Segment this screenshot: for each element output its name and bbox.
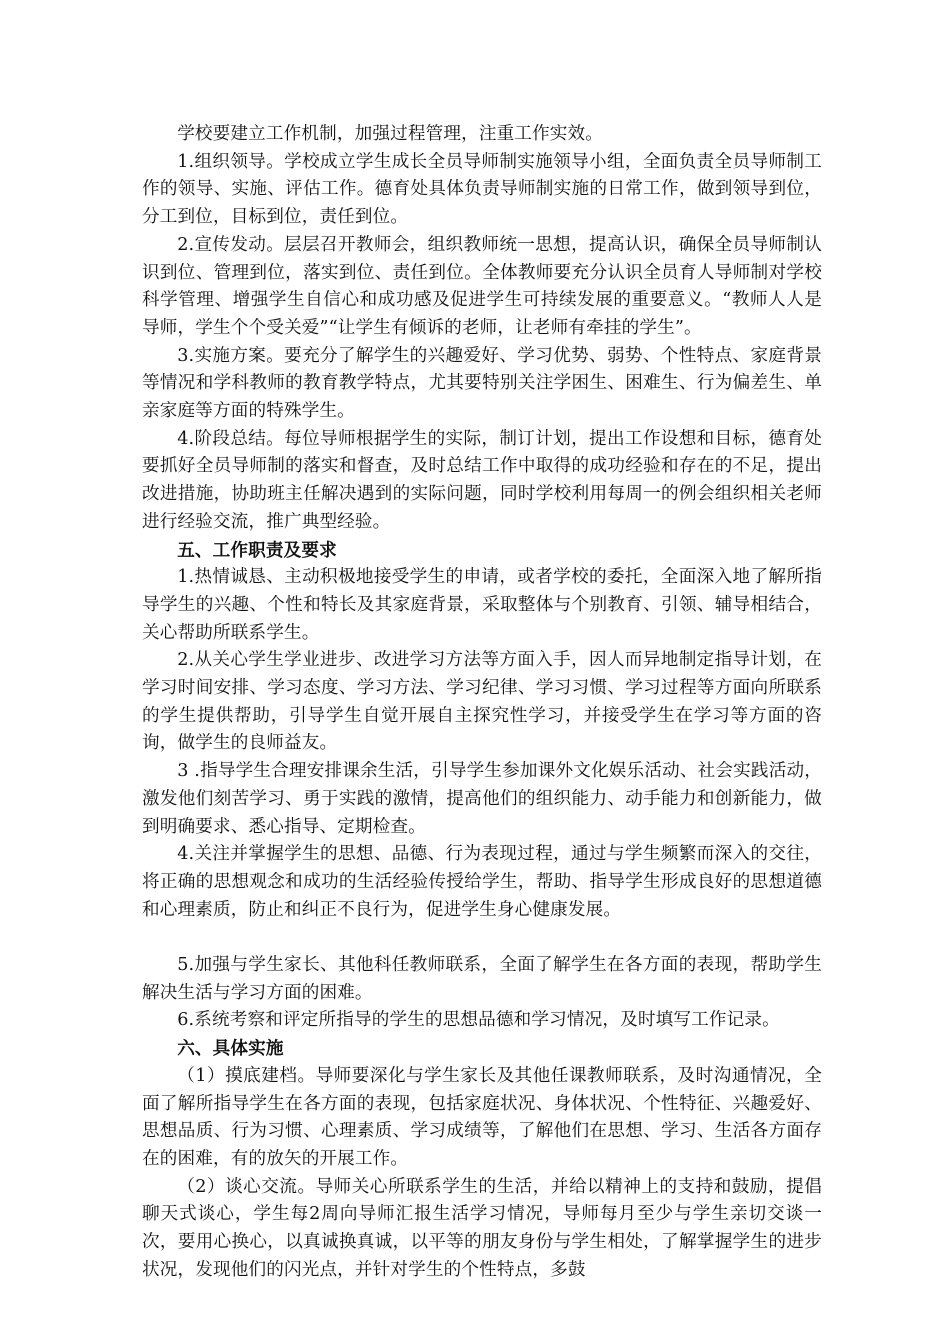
paragraph-heart-to-heart: （2）谈心交流。导师关心所联系学生的生活，并给以精神上的支持和鼓励，提倡聊天式谈心，学生每2周向导师汇报生活学习情况，导师每月至少与学生亲切交谈一次，要用心换心，以真诚换真诚，以平等的朋友身份与学生相处，了解掌握学生的进步状况，发现他们的闪光点，并针对学生的个性特点，多鼓 <box>142 1176 822 1280</box>
paragraph-publicity-mobilization: 2.宣传发动。层层召开教师会，组织教师统一思想，提高认识，确保全员导师制认识到位、管理到位，落实到位、责任到位。全体教师要充分认识全员育人导师制对学校科学管理、增强学生自信心和成功感及促进学生可持续发展的重要意义。“教师人人是导师，学生个个受关爱”“让学生有倾诉的老师，让老师有牵挂的学生”。 <box>142 234 822 338</box>
paragraph-duty-3: 3 .指导学生合理安排课余生活，引导学生参加课外文化娱乐活动、社会实践活动，激发他们刻苦学习、勇于实践的激情，提高他们的组织能力、动手能力和创新能力，做到明确要求、悉心指导、定期检查。 <box>142 761 822 837</box>
paragraph-intro: 学校要建立工作机制，加强过程管理，注重工作实效。 <box>177 124 604 144</box>
section-heading-duties: 五、工作职责及要求 <box>177 539 337 561</box>
paragraph-duty-1: 1.热情诚恳、主动积极地接受学生的申请，或者学校的委托，全面深入地了解所指导学生的兴趣、个性和特长及其家庭背景，采取整体与个别教育、引领、辅导相结合，关心帮助所联系学生。 <box>142 567 822 643</box>
paragraph-duty-6: 6.系统考察和评定所指导的学生的思想品德和学习情况，及时填写工作记录。 <box>177 1010 780 1031</box>
paragraph-duty-4: 4.关注并掌握学生的思想、品德、行为表现过程，通过与学生频繁而深入的交往，将正确的思想观念和成功的生活经验传授给学生，帮助、指导学生形成良好的思想道德和心理素质，防止和纠正不良行为，促进学生身心健康发展。 <box>142 844 822 920</box>
paragraph-organization-leadership: 1.组织领导。学校成立学生成长全员导师制实施领导小组，全面负责全员导师制工作的领导、实施、评估工作。德育处具体负责导师制实施的日常工作，做到领导到位，分工到位，目标到位，责任到位。 <box>142 151 822 228</box>
blank-line <box>142 924 822 952</box>
document-body <box>142 121 822 1285</box>
paragraph-duty-2: 2.从关心学生学业进步、改进学习方法等方面入手，因人而异地制定指导计划，在学习时间安排、学习态度、学习方法、学习纪律、学习习惯、学习过程等方面向所联系的学生提供帮助，引导学生自觉开展自主探究性学习，并接受学生在学习等方面的咨询，做学生的良师益友。 <box>142 650 822 754</box>
paragraph-duty-5: 5.加强与学生家长、其他科任教师联系，全面了解学生在各方面的表现，帮助学生解决生活与学习方面的困难。 <box>142 955 822 1003</box>
paragraph-stage-summary: 4.阶段总结。每位导师根据学生的实际，制订计划，提出工作设想和目标，德育处要抓好全员导师制的落实和督查，及时总结工作中取得的成功经验和存在的不足，提出改进措施，协助班主任解决遇到的实际问题，同时学校利用每周一的例会组织相关老师进行经验交流，推广典型经验。 <box>142 428 822 532</box>
paragraph-investigation-archive: （1）摸底建档。导师要深化与学生家长及其他任课教师联系，及时沟通情况，全面了解所指导学生在各方面的表现，包括家庭状况、身体状况、个性特征、兴趣爱好、思想品质、行为习惯、心理素质、学习成绩等，了解他们在思想、学习、生活各方面存在的困难，有的放矢的开展工作。 <box>142 1065 822 1169</box>
section-heading-implementation: 六、具体实施 <box>177 1038 284 1060</box>
paragraph-implementation-plan: 3.实施方案。要充分了解学生的兴趣爱好、学习优势、弱势、个性特点、家庭背景等情况和学科教师的教育教学特点，尤其要特别关注学困生、困难生、行为偏差生、单亲家庭等方面的特殊学生。 <box>142 345 822 422</box>
